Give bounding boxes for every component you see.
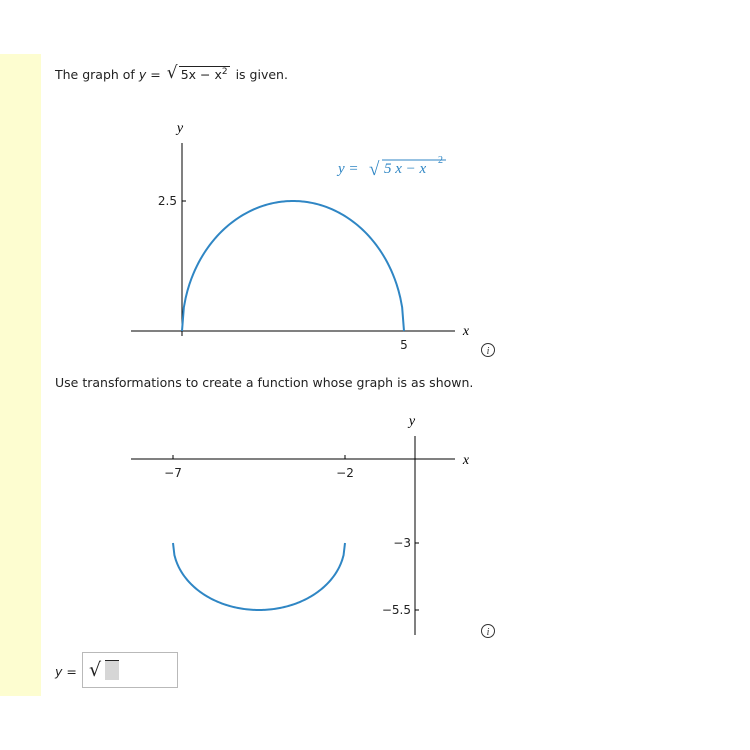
graph2-y-axis-label: y xyxy=(408,414,416,429)
graph2-x-tick-label: −7 xyxy=(164,466,182,480)
graph1-info-icon[interactable] xyxy=(482,344,495,358)
svg-text:i: i xyxy=(486,346,490,357)
intro-suffix: is given. xyxy=(235,67,288,83)
curve-label-lhs: y = xyxy=(338,161,359,177)
graph2-x-tick-label: −2 xyxy=(336,466,354,480)
intro-prefix: The graph of xyxy=(55,67,135,83)
radical-sign-icon: √ xyxy=(166,63,178,83)
y-variable: y xyxy=(138,67,147,83)
radicand-placeholder[interactable] xyxy=(105,660,119,680)
graph1-x-tick-label: 5 xyxy=(400,338,408,352)
curve-label-radical-icon: √ xyxy=(369,159,380,180)
curve-label-radicand: 5 x − x xyxy=(384,161,427,177)
graph2-info-icon[interactable] xyxy=(482,625,495,639)
question-instruction: Use transformations to create a function whose graph is as shown. xyxy=(55,375,474,390)
graph1-x-axis-label: x xyxy=(462,324,470,339)
answer-lhs xyxy=(55,664,77,679)
graph1-curve xyxy=(182,201,404,331)
curve-label-exponent: 2 xyxy=(438,155,443,166)
graph1-curve-label xyxy=(336,155,446,180)
graph2-x-axis-label: x xyxy=(462,453,470,468)
radicand: 5x − x xyxy=(180,67,222,83)
sqrt-template-icon: √ xyxy=(89,659,102,681)
graph1-y-axis-label: y xyxy=(176,121,184,136)
radicand-exponent: 2 xyxy=(221,67,228,77)
answer-lhs-text: y = xyxy=(55,664,77,679)
graph2-curve xyxy=(173,543,345,610)
graph2-y-tick-label: −5.5 xyxy=(381,603,411,617)
answer-input[interactable] xyxy=(82,652,178,688)
graph1-y-tick-label: 2.5 xyxy=(157,194,177,208)
graph2-y-tick-label: −3 xyxy=(393,536,411,550)
svg-text:i: i xyxy=(486,627,490,638)
equals-sign: = xyxy=(150,67,161,83)
